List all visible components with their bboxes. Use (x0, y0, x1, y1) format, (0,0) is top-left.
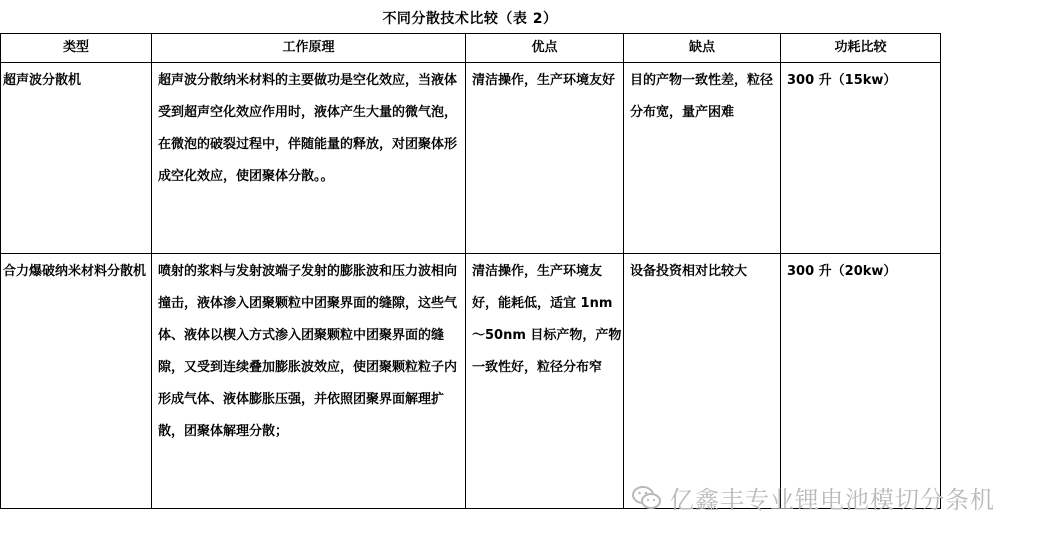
cell-principle: 超声波分散纳米材料的主要做功是空化效应，当液体受到超声空化效应作用时，液体产生大量的微气泡，在微泡的破裂过程中，伴随能量的释放，对团聚体形成空化效应，使团聚体分散。。 (152, 63, 466, 254)
cell-cons: 设备投资相对比较大 (624, 254, 781, 509)
table-row (1, 254, 941, 509)
comparison-table (0, 33, 941, 509)
header-pros: 优点 (466, 34, 624, 63)
table-row (1, 63, 941, 254)
wechat-icon (632, 485, 662, 511)
header-row (1, 34, 941, 63)
cell-pros: 清洁操作，生产环境友好，能耗低，适宜 1nm～50nm 目标产物，产物一致性好，粒径分布窄 (466, 254, 624, 509)
cell-cons: 目的产物一致性差，粒径分布宽，量产困难 (624, 63, 781, 254)
cell-pros: 清洁操作，生产环境友好 (466, 63, 624, 254)
cell-type: 超声波分散机 (1, 63, 152, 254)
watermark (632, 480, 995, 515)
cell-principle: 喷射的浆料与发射波端子发射的膨胀波和压力波相向撞击，液体渗入团聚颗粒中团聚界面的缝隙，这些气体、液体以楔入方式渗入团聚颗粒中团聚界面的缝隙，又受到连续叠加膨胀波效应，使团聚颗粒粒子内形成气体、液体膨胀压强，并依照团聚界面解理扩散，团聚体解理分散； (152, 254, 466, 509)
header-cons: 缺点 (624, 34, 781, 63)
cell-power: 300 升（15kw） (781, 63, 941, 254)
header-principle: 工作原理 (152, 34, 466, 63)
cell-power: 300 升（20kw） (781, 254, 941, 509)
cell-type: 合力爆破纳米材料分散机 (1, 254, 152, 509)
table-title: 不同分散技术比较（表 2） (382, 11, 558, 27)
watermark-text: 亿鑫丰专业锂电池模切分条机 (670, 486, 995, 514)
header-power: 功耗比较 (781, 34, 941, 63)
header-type: 类型 (1, 34, 152, 63)
